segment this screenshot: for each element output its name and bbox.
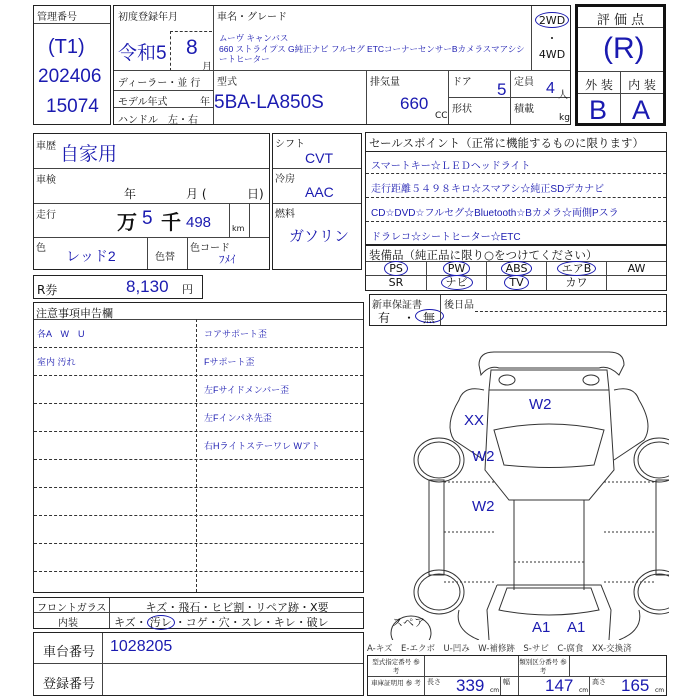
dealer-label: ディーラー・並 行	[118, 78, 201, 89]
note-right: Fサポート歪	[204, 357, 255, 367]
color-code: ﾌﾒｲ	[219, 254, 236, 266]
registration-number-label: 登録番号	[43, 677, 96, 692]
management-label: 管理番号	[37, 12, 77, 23]
height-label: 高さ	[592, 678, 606, 686]
sales-label: セールスポイント（正常に機能するものに限ります）	[369, 136, 644, 150]
interior-label: 内装	[58, 618, 78, 629]
interior-opt: キズ・	[114, 616, 147, 629]
recycle-label: R券	[37, 283, 58, 297]
warranty-dot: ・	[403, 311, 416, 325]
equipment-label: ナビ	[441, 275, 473, 290]
chassis-number: 1028205	[110, 638, 173, 655]
management-num1: 202406	[38, 66, 102, 87]
drive-2wd: 2WD	[538, 14, 566, 27]
shift-label: シフト	[275, 139, 305, 150]
drive-sep: ・	[546, 32, 558, 45]
note-left: 室内 汚れ	[37, 357, 76, 367]
cm-unit: cm	[655, 687, 665, 694]
management-box	[33, 5, 111, 125]
sales-line: 走行距離５４９８キロ☆スマアシ☆純正SDデカナビ	[371, 184, 605, 195]
width-label: 幅	[503, 678, 510, 686]
displacement-label: 排気量	[370, 77, 400, 88]
equipment-empty[interactable]	[606, 276, 666, 290]
damage-mark-bumper-left: A1	[532, 619, 551, 636]
history-box	[33, 133, 270, 270]
equipment-label: カワ	[565, 276, 588, 289]
note-left: 各A W U	[37, 329, 85, 339]
cert-label: 車庫証明用 参 考	[371, 679, 421, 687]
color-label: 色	[36, 243, 46, 254]
class-no-label: 類別区分番号 参 考	[519, 658, 567, 675]
mechanical-box	[272, 133, 362, 270]
dimensions-box	[367, 655, 667, 696]
equipment-label: 装備品（純正品に限り○をつけてください）	[369, 248, 598, 262]
interior-score: A	[632, 95, 651, 125]
insp-day: 日)	[247, 187, 264, 201]
type-label: 型式	[217, 77, 237, 88]
notes-box	[33, 302, 364, 593]
car-grade: 660 ストライプス G純正ナビ フルセグ ETCコーナーセンサーBカメラスマアシシートヒーター	[219, 44, 525, 64]
handle-label: ハンドル 左・右	[118, 115, 198, 126]
equipment-ナビ[interactable]	[426, 276, 486, 290]
notes-label: 注意事項申告欄	[36, 307, 113, 320]
yen-unit: 円	[182, 283, 193, 296]
color-code-label: 色コード	[190, 243, 230, 254]
length-label: 長さ	[427, 678, 441, 686]
overall-score: (R)	[603, 32, 645, 65]
equipment-カワ[interactable]	[546, 276, 606, 290]
equipment-TV[interactable]	[486, 276, 546, 290]
exterior-score: B	[589, 95, 608, 125]
equipment-SR[interactable]	[366, 276, 426, 290]
mileage-man: 万	[117, 210, 137, 234]
ac-label: 冷房	[275, 174, 295, 185]
exterior-label: 外 装	[585, 78, 613, 92]
damage-mark-front-door: W2	[472, 448, 495, 465]
damage-mark-rear-door: W2	[472, 498, 495, 515]
load-label: 積載	[514, 104, 534, 115]
interior-opt: ・コゲ・穴・スレ・キレ・破レ	[174, 616, 329, 629]
equipment-label: AW	[627, 262, 646, 275]
equipment-PS[interactable]	[366, 262, 426, 276]
inspection-label: 車検	[36, 175, 56, 186]
spare-label: スペア	[392, 616, 425, 629]
year-unit: 年	[200, 97, 210, 108]
equipment-label: PW	[443, 261, 471, 276]
equipment-エアB[interactable]	[546, 262, 606, 276]
repaint-label: 色替	[155, 252, 175, 263]
capacity: 4	[546, 80, 555, 97]
note-right: 左Fインパネ先歪	[204, 413, 272, 423]
insp-month: 月 (	[186, 187, 207, 201]
score-box	[575, 4, 666, 126]
damage-mark-hood: W2	[529, 396, 552, 413]
mileage-sen: 千	[161, 210, 181, 234]
damage-mark-bumper-right: A1	[567, 619, 586, 636]
equipment-AW[interactable]	[606, 262, 666, 276]
warranty-no[interactable]: 無	[423, 311, 436, 325]
interior-stain-circled: 汚レ	[147, 615, 175, 630]
equipment-label: PS	[384, 261, 408, 276]
type-no-label: 型式指定番号 参 考	[372, 658, 420, 675]
car-name-label: 車名・グレード	[217, 12, 287, 23]
equipment-PW[interactable]	[426, 262, 486, 276]
doors: 5	[497, 80, 507, 99]
model-year-label: モデル年式	[118, 97, 168, 108]
damage-legend: A-キズ E-エクボ U-凹み W-補修跡 S-サビ C-腐食 XX-交換済	[367, 644, 632, 654]
insp-year: 年	[124, 187, 137, 201]
warranty-yes: 有	[378, 311, 391, 325]
registration-year: 令和5	[118, 43, 167, 64]
car-damage-diagram	[369, 330, 669, 640]
length: 339	[456, 676, 485, 695]
front-glass-options: キズ・飛石・ヒビ割・リペア跡・X要	[145, 601, 329, 614]
management-code: (T1)	[48, 36, 85, 58]
note-right: 左Fサイドメンバー歪	[204, 385, 290, 395]
equipment-box	[365, 245, 667, 291]
vehicle-info-box	[113, 5, 571, 125]
shift-value: CVT	[305, 150, 333, 166]
cm-unit: cm	[490, 687, 500, 694]
note-right: 右Hライトステーワレ Wアト	[204, 441, 320, 451]
cc-unit: CC	[435, 111, 448, 121]
chassis-label: 車台番号	[43, 645, 96, 660]
drive-4wd: 4WD	[538, 48, 566, 61]
fuel-label: 燃料	[275, 209, 295, 220]
mileage-rest: 498	[186, 214, 212, 231]
sales-points-box	[365, 132, 667, 245]
ac-value: AAC	[305, 184, 334, 200]
equipment-label: エアB	[557, 261, 597, 276]
history-label: 車歴	[36, 141, 56, 152]
fuel-value: ガソリン	[289, 228, 350, 245]
sales-line: スマートキー☆ＬＥＤヘッドライト	[371, 161, 531, 172]
sales-line: ドラレコ☆シートヒーター☆ETC	[371, 232, 521, 243]
shape-label: 形状	[452, 104, 472, 115]
sales-line: CD☆DVD☆フルセグ☆Bluetooth☆Bカメラ☆両側Pスラ	[371, 208, 619, 219]
registration-label: 初度登録年月	[118, 12, 178, 23]
interior-label: 内 装	[628, 78, 656, 92]
management-num2: 15074	[46, 96, 99, 117]
month-unit: 月	[202, 62, 212, 73]
recycle-box	[33, 275, 203, 299]
displacement: 660	[400, 94, 429, 113]
usage-history: 自家用	[60, 144, 118, 165]
note-right: コアサポート歪	[204, 329, 268, 339]
equipment-label: SR	[388, 276, 404, 289]
mileage-thousands: 5	[142, 208, 153, 229]
later-items-label: 後日品	[444, 300, 474, 311]
equipment-label: ABS	[501, 261, 533, 276]
score-label: 評 価 点	[596, 13, 645, 28]
chassis-box	[33, 632, 364, 696]
color-value: レッド2	[66, 248, 116, 264]
mileage-label: 走行	[36, 210, 56, 221]
width: 147	[545, 676, 574, 695]
warranty-box	[369, 294, 667, 326]
equipment-ABS[interactable]	[486, 262, 546, 276]
registration-month: 8	[186, 36, 198, 59]
warranty-label: 新車保証書	[372, 300, 422, 311]
capacity-label: 定員	[514, 77, 534, 88]
kg-unit: kg	[559, 113, 570, 123]
equipment-label: TV	[504, 275, 528, 290]
glass-interior-box	[33, 597, 364, 629]
car-name: ムーヴ キャンバス	[219, 33, 289, 43]
cm-unit: cm	[579, 687, 589, 694]
door-label: ドア	[452, 77, 472, 88]
recycle-fee: 8,130	[126, 277, 169, 296]
model-type: 5BA-LA850S	[214, 92, 324, 113]
front-glass-label: フロントガラス	[37, 603, 107, 614]
damage-mark-fender: XX	[464, 412, 485, 429]
height: 165	[621, 676, 650, 695]
km-unit: km	[232, 224, 245, 233]
capacity-unit: 人	[558, 90, 568, 101]
